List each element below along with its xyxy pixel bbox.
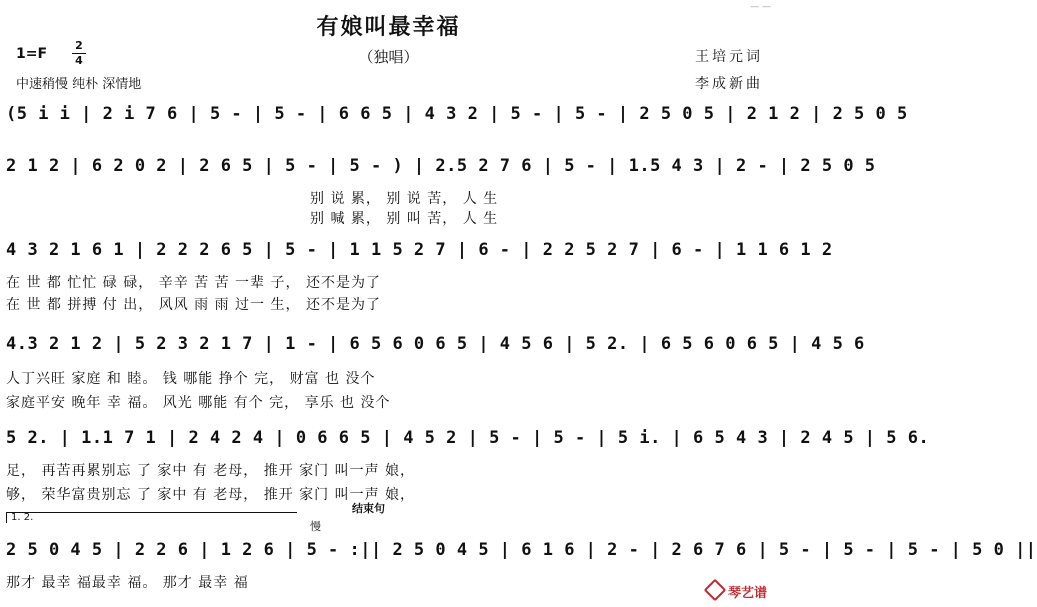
notation-row-2: 2 1 2 | 6 2 0 2 | 2 6 5 | 5 - | 5 - ) | 2.5 2 7 6 | 5 - | 1.5 4 3 | 2 - | 2 5 0 5	[6, 156, 876, 176]
composer-credit: 李成新曲	[695, 76, 763, 92]
slow-marking: 慢	[310, 520, 321, 533]
lyrics-row-6: 那才 最幸 福最幸 福。 那才 最幸 福	[6, 575, 249, 591]
lyrics-row-2-verse-1: 别 说 累， 别 说 苦， 人 生	[310, 191, 499, 207]
time-signature	[72, 40, 86, 67]
time-signature-bottom: 4	[75, 54, 83, 67]
notation-row-1: (5 i i | 2 i 7 6 | 5 - | 5 - | 6 6 5 | 4 3 2 | 5 - | 5 - | 2 5 0 5 | 2 1 2 | 2 5 0 5	[6, 104, 908, 124]
watermark-logo	[707, 582, 767, 601]
corner-mark: — —	[750, 2, 771, 12]
time-signature-top: 2	[75, 39, 83, 52]
lyrics-row-4-verse-2: 家庭平安 晚年 幸 福。 风光 哪能 有个 完， 享乐 也 没个	[6, 395, 391, 411]
notation-row-5: 5 2. | 1.1 7 1 | 2 4 2 4 | 0 6 6 5 | 4 5 2 | 5 - | 5 - | 5 i. | 6 5 4 3 | 2 4 5 | 5 6.	[6, 428, 930, 448]
lyrics-row-3-verse-2: 在 世 都 拼搏 付 出， 风风 雨 雨 过一 生， 还不是为了	[6, 297, 381, 313]
lyricist-credit: 王培元词	[695, 49, 763, 65]
lyrics-row-5-verse-1: 足， 再苦再累别忘 了 家中 有 老母， 推开 家门 叫一声 娘，	[6, 463, 416, 479]
tempo-marking: 中速稍慢 纯朴 深情地	[16, 77, 142, 92]
coda-label: 结束句	[352, 502, 385, 515]
volta-bracket	[6, 512, 297, 523]
song-subtitle: （独唱）	[358, 48, 419, 66]
watermark-text: 琴艺谱	[727, 586, 767, 601]
lyrics-row-5-verse-2: 够， 荣华富贵别忘 了 家中 有 老母， 推开 家门 叫一声 娘，	[6, 487, 416, 503]
lyrics-row-4-verse-1: 人丁兴旺 家庭 和 睦。 钱 哪能 挣个 完， 财富 也 没个	[6, 371, 376, 387]
notation-row-4: 4.3 2 1 2 | 5 2 3 2 1 7 | 1 - | 6 5 6 0 6 5 | 4 5 6 | 5 2. | 6 5 6 0 6 5 | 4 5 6	[6, 334, 865, 354]
logo-icon	[704, 579, 727, 602]
notation-row-6: 2 5 0 4 5 | 2 2 6 | 1 2 6 | 5 - :|| 2 5 0 4 5 | 6 1 6 | 2 - | 2 6 7 6 | 5 - | 5 - | 5 - | 5 0 ||	[6, 540, 1037, 560]
key-signature: 1=F	[16, 46, 48, 62]
lyrics-row-2-verse-2: 别 喊 累， 别 叫 苦， 人 生	[310, 211, 499, 227]
song-title: 有娘叫最幸福	[316, 15, 461, 40]
notation-row-3: 4 3 2 1 6 1 | 2 2 2 6 5 | 5 - | 1 1 5 2 7 | 6 - | 2 2 5 2 7 | 6 - | 1 1 6 1 2	[6, 240, 833, 260]
lyrics-row-3-verse-1: 在 世 都 忙忙 碌 碌， 辛辛 苦 苦 一辈 子， 还不是为了	[6, 275, 381, 291]
volta-label: 1. 2.	[11, 512, 34, 523]
